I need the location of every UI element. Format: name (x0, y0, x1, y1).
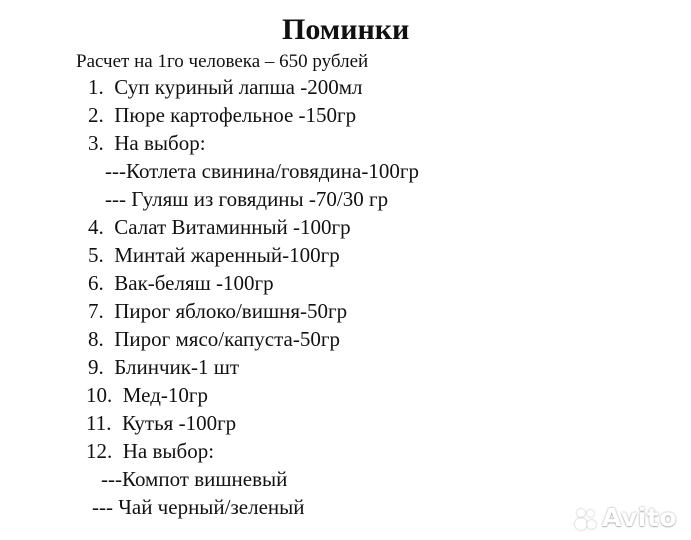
item-number: 9. (88, 355, 109, 379)
menu-item (88, 74, 362, 100)
item-text: Мед-10гр (122, 383, 208, 407)
avito-watermark (573, 503, 677, 532)
item-number: 5. (88, 243, 109, 267)
menu-subitem (105, 158, 419, 184)
menu-item (88, 326, 340, 352)
item-text: Пирог мясо/капуста-50гр (114, 327, 340, 351)
price-per-person: Расчет на 1го человека – 650 рублей (76, 51, 369, 72)
menu-item (88, 102, 356, 128)
item-text: --- Гуляш из говядины -70/30 гр (105, 187, 389, 211)
item-text: ---Компот вишневый (101, 467, 288, 491)
menu-subitem (92, 494, 305, 520)
menu-item (88, 354, 239, 380)
menu-item (86, 382, 208, 408)
item-text: Минтай жаренный-100гр (114, 243, 340, 267)
menu-subitem (101, 466, 287, 492)
item-number: 7. (88, 299, 109, 323)
item-number: 12. (86, 439, 118, 463)
item-text: Суп куриный лапша -200мл (114, 75, 363, 99)
item-number: 2. (88, 103, 109, 127)
item-text: ---Котлета свинина/говядина-100гр (105, 159, 419, 183)
item-text: Вак-беляш -100гр (114, 271, 274, 295)
item-text: Блинчик-1 шт (114, 355, 240, 379)
item-number: 4. (88, 215, 109, 239)
menu-item (88, 214, 351, 240)
item-text: Пирог яблоко/вишня-50гр (114, 299, 348, 323)
menu-item (88, 130, 206, 156)
item-text: На выбор: (114, 131, 206, 155)
item-text: Кутья -100гр (121, 411, 237, 435)
item-text: На выбор: (122, 439, 215, 463)
menu-item (88, 242, 340, 268)
item-text: Пюре картофельное -150гр (114, 103, 357, 127)
menu-item (88, 298, 347, 324)
item-number: 3. (88, 131, 109, 155)
item-number: 6. (88, 271, 109, 295)
item-number: 10. (86, 383, 118, 407)
menu-item (86, 438, 214, 464)
item-number: 1. (88, 75, 109, 99)
item-number: 11. (86, 411, 117, 435)
menu-subitem (105, 186, 388, 212)
avito-logo-icon (573, 505, 599, 531)
menu-item (86, 410, 236, 436)
item-number: 8. (88, 327, 109, 351)
item-text: Салат Витаминный -100гр (114, 215, 351, 239)
menu-item (88, 270, 274, 296)
avito-wordmark: Avito (602, 503, 677, 532)
page-title: Поминки (282, 13, 410, 46)
item-text: --- Чай черный/зеленый (92, 495, 305, 519)
